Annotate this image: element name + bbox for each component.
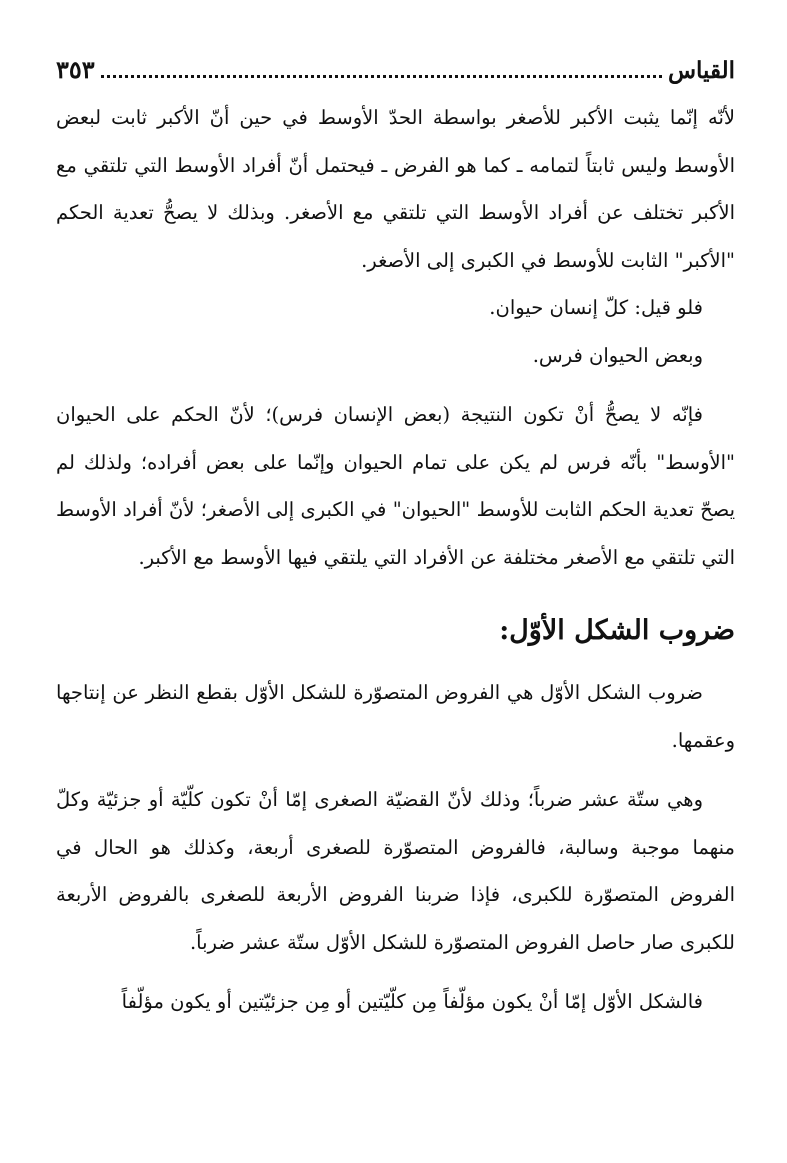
paragraph: وهي ستّة عشر ضرباً؛ وذلك لأنّ القضيّة الصغرى إمّا أنْ تكون كلّيّة أو جزئيّة وكلّ منهما موجبة وسالبة، فالفروض المتصوّرة للصغرى أربعة، وكذلك هو الحال في الفروض المتصوّرة للكبرى، فإذا ضربنا الفروض الأربعة للصغرى بالفروض الأربعة للكبرى صار حاصل الفروض المتصوّرة للشكل الأوّل ستّة عشر ضرباً. bbox=[56, 788, 735, 954]
book-page bbox=[56, 40, 735, 1163]
paragraph: فالشكل الأوّل إمّا أنْ يكون مؤلّفاً مِن كلّيّتين أو مِن جزئيّتين أو يكون مؤلّفاً bbox=[121, 990, 703, 1013]
paragraph: لأنّه إنّما يثبت الأكبر للأصغر بواسطة الحدّ الأوسط في حين أنّ الأكبر ثابت لبعض الأوسط وليس ثابتاً لتمامه ـ كما هو الفرض ـ فيحتمل أنّ أفراد الأوسط التي تلتقي مع الأكبر تختلف عن أفراد الأوسط التي تلتقي مع الأصغر. وبذلك لا يصحُّ تعدية الحكم "الأكبر" الثابت للأوسط في الكبرى إلى الأصغر. bbox=[56, 106, 735, 272]
example-premise-1: فلو قيل: كلّ إنسان حيوان. bbox=[489, 296, 703, 319]
paragraph: ضروب الشكل الأوّل هي الفروض المتصوّرة للشكل الأوّل بقطع النظر عن إنتاجها وعقمها. bbox=[56, 681, 735, 752]
leader-dots bbox=[101, 75, 662, 78]
page-number: ٣٥٣ bbox=[56, 55, 95, 84]
section-heading: ضروب الشكل الأوّل: bbox=[499, 615, 735, 646]
running-header bbox=[56, 40, 735, 82]
chapter-title: القياس bbox=[667, 57, 735, 84]
paragraph: فإنّه لا يصحُّ أنْ تكون النتيجة (بعض الإنسان فرس)؛ لأنّ الحكم على الحيوان "الأوسط" بأنّه فرس لم يكن على تمام الحيوان وإنّما على بعض أفراده؛ ولذلك لم يصحّ تعدية الحكم الثابت للأوسط "الحيوان" في الكبرى إلى الأصغر؛ لأنّ أفراد الأوسط التي تلتقي مع الأصغر مختلفة عن الأفراد التي يلتقي فيها الأوسط مع الأكبر. bbox=[56, 403, 735, 569]
example-premise-2: وبعض الحيوان فرس. bbox=[532, 343, 703, 367]
